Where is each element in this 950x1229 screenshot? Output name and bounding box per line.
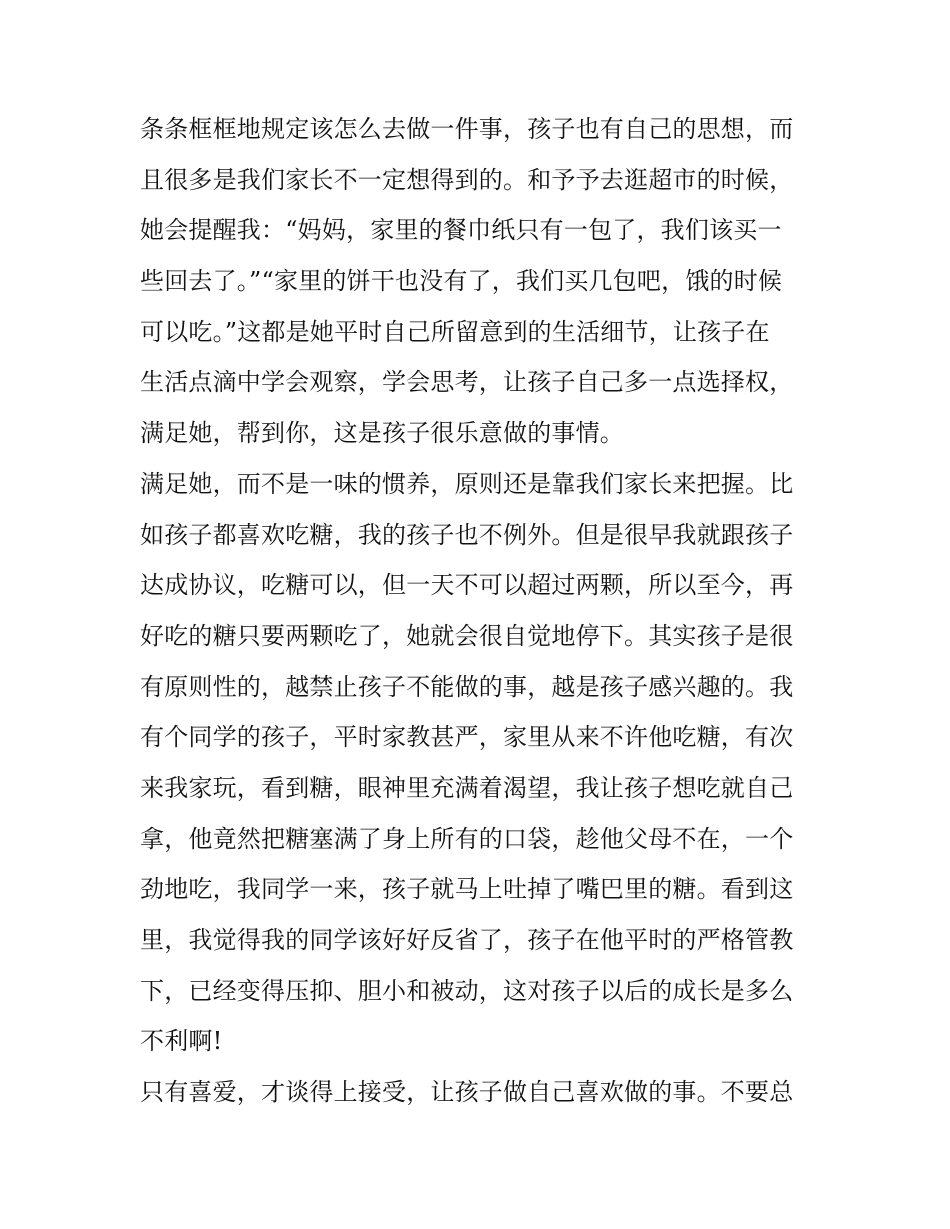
text-line-17: 里，我觉得我的同学该好好反省了，孩子在他平时的严格管教: [140, 926, 794, 954]
text-line-4: 些回去了。”“家里的饼干也没有了，我们买几包吧，饿的时候: [140, 267, 783, 296]
document-body-text: [140, 104, 820, 1118]
text-line-18: 下，已经变得压抑、胆小和被动，这对孩子以后的成长是多么: [140, 976, 794, 1005]
text-line-8: 满足她，而不是一味的惯养，原则还是靠我们家长来把握。比: [140, 469, 794, 498]
text-line-10: 达成协议，吃糖可以，但一天不可以超过两颗，所以至今，再: [140, 571, 794, 600]
text-line-2: 且很多是我们家长不一定想得到的。和予予去逛超市的时候，: [140, 165, 794, 194]
text-line-9: 如孩子都喜欢吃糖，我的孩子也不例外。但是很早我就跟孩子: [140, 520, 794, 549]
text-line-11: 好吃的糖只要两颗吃了，她就会很自觉地停下。其实孩子是很: [140, 621, 794, 650]
text-line-14: 来我家玩，看到糖，眼神里充满着渴望，我让孩子想吃就自己: [140, 773, 794, 802]
text-line-15: 拿，他竟然把糖塞满了身上所有的口袋，趁他父母不在，一个: [140, 824, 794, 853]
text-line-20: 只有喜爱，才谈得上接受，让孩子做自己喜欢做的事。不要总: [140, 1078, 794, 1107]
text-line-5: 可以吃。”这都是她平时自己所留意到的生活细节，让孩子在: [140, 317, 770, 346]
text-line-6: 生活点滴中学会观察，学会思考，让孩子自己多一点选择权，: [140, 368, 794, 397]
text-line-7: 满足她，帮到你，这是孩子很乐意做的事情。: [140, 419, 624, 448]
text-line-13: 有个同学的孩子，平时家教甚严，家里从来不许他吃糖，有次: [140, 723, 794, 752]
text-line-19: 不利啊!: [140, 1027, 223, 1056]
text-line-16: 劲地吃，我同学一来，孩子就马上吐掉了嘴巴里的糖。看到这: [140, 875, 794, 904]
text-line-12: 有原则性的，越禁止孩子不能做的事，越是孩子感兴趣的。我: [140, 672, 794, 701]
text-line-1: 条条框框地规定该怎么去做一件事，孩子也有自己的思想，而: [140, 115, 794, 143]
text-line-3: 她会提醒我：“妈妈，家里的餐巾纸只有一包了，我们该买一: [140, 216, 782, 245]
